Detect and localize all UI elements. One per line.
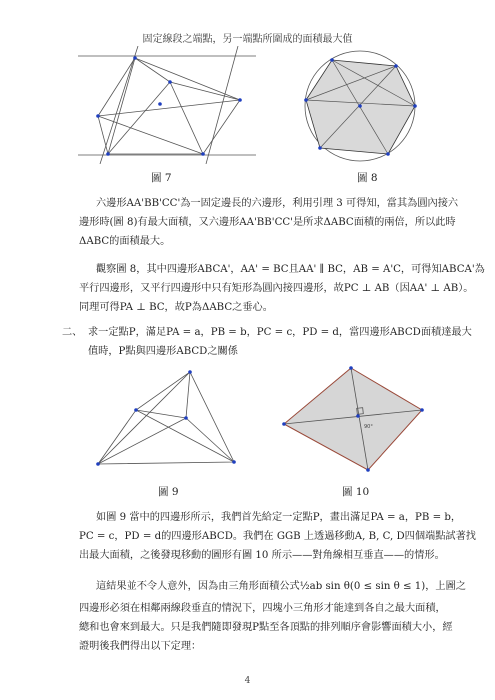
figure-9-caption: 圖 9 bbox=[158, 486, 179, 498]
figure-10 bbox=[280, 364, 430, 476]
paragraph-3-line-1: 如圖 9 當中的四邊形所示，我們首先給定一定點P，畫出滿足PA = a，PB = b， bbox=[96, 512, 462, 523]
paragraph-1-line-1: 六邊形AA'BB'CC'為一固定邊長的六邊形，利用引理 3 可得知，當其為圓內接六 bbox=[96, 198, 459, 209]
paragraph-1-line-3: ΔABC的面積最大。 bbox=[79, 236, 171, 247]
page-number: 4 bbox=[244, 676, 251, 686]
paragraph-3-line-2: PC = c，PD = d的四邊形ABCD。我們在 GGB 上透過移動A, B, C, D四個端點試著找 bbox=[79, 531, 476, 542]
paragraph-3-line-3: 出最大面積，之後發現移動的圖形有圖 10 所示——對角線相互垂直——的情形。 bbox=[79, 550, 445, 561]
paragraph-4-line-2: 四邊形必須在相鄰兩線段垂直的情況下，四塊小三角形才能達到各自之最大面積， bbox=[79, 603, 446, 614]
figure-7 bbox=[78, 46, 256, 164]
figure-10-caption: 圖 10 bbox=[342, 486, 370, 498]
section-2-title-line-2: 值時，P點與四邊形ABCD之關係 bbox=[88, 346, 238, 357]
paragraph-2-line-3: 同理可得PA ⊥ BC，故P為ΔABC之垂心。 bbox=[79, 302, 273, 313]
paragraph-4-line-1: 這結果並不令人意外，因為由三角形面積公式½ab sin θ(0 ≤ sin θ ≤ 1)，上圖之 bbox=[96, 581, 466, 592]
section-2-number: 二、 bbox=[62, 327, 83, 338]
figure-8 bbox=[298, 48, 422, 166]
running-header: 固定線段之端點，另一端點所圍成的面積最大值 bbox=[142, 34, 353, 45]
section-2-title-line-1: 求一定點P，滿足PA = a，PB = b，PC = c，PD = d，當四邊形ABCD面積達最大 bbox=[88, 327, 472, 338]
figure-9 bbox=[90, 368, 250, 474]
figure-8-caption: 圖 8 bbox=[357, 172, 378, 184]
figure-7-caption: 圖 7 bbox=[151, 172, 172, 184]
paragraph-2-line-2: 平行四邊形，又平行四邊形中只有矩形為圓內接四邊形，故PC ⊥ AB（因AA' ⊥ AB）。 bbox=[79, 283, 474, 294]
paragraph-4-line-4: 證明後我們得出以下定理： bbox=[79, 641, 202, 652]
paragraph-2-line-1: 觀察圖 8，其中四邊形ABCA'，AA' = BC且AA' ∥ BC，AB = A'C，可得知ABCA'為 bbox=[96, 264, 485, 275]
paragraph-1-line-2: 邊形時(圖 8)有最大面積，又六邊形AA'BB'CC'是所求ΔABC面積的兩倍，所以此時 bbox=[79, 217, 456, 228]
paragraph-4-line-3: 總和也會來到最大。只是我們隨即發現P點至各頂點的排列順序會影響面積大小，經 bbox=[79, 622, 453, 633]
fig10-angle-label: 90° bbox=[364, 424, 373, 430]
